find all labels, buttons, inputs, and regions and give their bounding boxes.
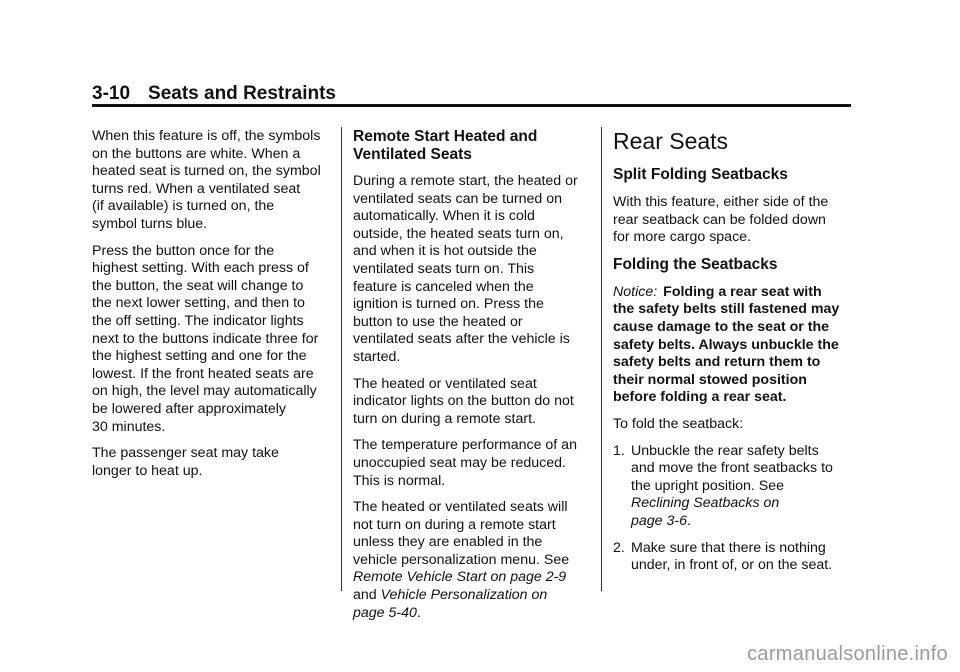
text-line: the next lower setting, and then to [92,295,305,312]
column-3 [613,128,853,584]
text-line: This is normal. [353,472,446,489]
text-line: Press the button once for the [92,242,275,259]
notice-line: the safety belts still fastened may [613,301,840,318]
split-folding-heading: Split Folding Seatbacks [613,166,788,183]
text-line: be lowered after approximately [92,400,286,417]
rear-seats-title: Rear Seats [613,128,729,154]
text-and: and [353,587,377,604]
text-line: turns red. When a ventilated seat [92,180,301,197]
list-item [613,540,853,575]
text-line: and move the front seatbacks to [631,460,833,477]
page-number: 3-10 [92,83,131,104]
notice-line: safety belts. Always unbuckle the [613,336,839,353]
text-line: the button, the seat will change to [92,277,304,294]
heading-line: Remote Start Heated and [353,128,538,145]
notice-line: before folding a rear seat. [613,389,787,406]
text-line: 30 minutes. [92,418,166,435]
text-line: not turn on during a remote start [353,516,556,533]
text-line: for more cargo space. [613,229,751,246]
remote-start-heading [353,128,589,164]
xref-reclining-seatbacks[interactable]: Reclining Seatbacks on [631,495,780,512]
xref-reclining-seatbacks-page[interactable]: page 3-6 [631,512,688,529]
paragraph-settings [92,243,330,437]
notice-label: Notice: [613,283,658,300]
text-line: The heated or ventilated seats will [353,499,568,516]
step-number: 2. [613,539,625,556]
section-title: Seats and Restraints [148,83,336,104]
text-period: . [687,512,691,529]
text-line: When this feature is off, the symbols [92,128,321,144]
list-item [613,443,853,531]
notice-line: safety belts and return them to [613,354,821,371]
text-line: rear seatback can be folded down [613,211,826,228]
text-line: outside, the heated seats turn on, [353,225,564,242]
text-line: ignition is turned on. Press the [353,296,544,313]
paragraph-temperature [353,437,589,490]
paragraph-split-folding [613,194,853,247]
text-line: indicator lights on the button do not [353,393,574,410]
text-period: . [416,604,421,621]
step-number: 1. [613,442,625,459]
text-line: longer to heat up. [92,462,203,479]
text-line: under, in front of, or on the seat. [631,557,833,574]
column-1 [92,128,330,489]
text-line: With this feature, either side of the [613,194,829,210]
text-line: the off setting. The indicator lights [92,312,304,329]
paragraph-symbols [92,128,330,234]
text-line: (if available) is turned on, the [92,198,275,215]
column-2 [353,128,589,631]
text-line: started. [353,348,401,365]
header-rule [92,104,851,107]
column-divider-2 [601,127,602,591]
text-line: unoccupied seat may be reduced. [353,454,566,471]
xref-vehicle-personalization[interactable]: Vehicle Personalization on [380,587,548,604]
folding-seatbacks-heading: Folding the Seatbacks [613,255,778,273]
text-line: automatically. When it is cold [353,208,535,225]
text-line: unless they are enabled in the [353,534,543,551]
text-line: vehicle personalization menu. See [353,551,570,568]
text-line: The passenger seat may take [92,445,279,462]
text-line: Make sure that there is nothing [631,539,826,556]
text-line: the upright position. See [631,477,785,494]
notice-line: cause damage to the seat or the [613,318,830,335]
page-header [92,83,336,105]
text-line: the highest setting and one for the [92,348,307,365]
text-line: ventilated seats can be turned on [353,190,563,207]
text-line: ventilated seats after the vehicle is [353,331,570,348]
text-line: Unbuckle the rear safety belts [631,442,819,459]
text-line: heated seat is turned on, the symbol [92,163,321,180]
text-line: During a remote start, the heated or [353,173,578,189]
notice-line: their normal stowed position [613,371,807,388]
text-line: ventilated seats turn on. This [353,260,535,277]
paragraph-personalization [353,499,589,622]
xref-remote-vehicle-start[interactable]: Remote Vehicle Start on page 2-9 [353,569,567,586]
text-line: symbol turns blue. [92,215,208,232]
watermark: carmanualsonline.info [747,643,948,665]
text-line: highest setting. With each press of [92,260,309,277]
text-line: lowest. If the front heated seats are [92,365,314,382]
text-line: on high, the level may automatically [92,383,317,400]
text-line: and when it is hot outside the [353,243,537,260]
notice-block [613,284,853,407]
text-line: The heated or ventilated seat [353,375,537,392]
xref-vehicle-personalization-page[interactable]: page 5-40 [353,604,417,621]
text-line: on the buttons are white. When a [92,145,301,162]
text-line: turn on during a remote start. [353,410,536,427]
text-line: The temperature performance of an [353,437,577,454]
notice-line: Folding a rear seat with [663,283,822,300]
fold-intro: To fold the seatback: [613,415,744,432]
text-line: next to the buttons indicate three for [92,330,319,347]
column-divider-1 [341,127,342,591]
paragraph-passenger [92,445,330,480]
text-line: feature is canceled when the [353,278,534,295]
text-line: button to use the heated or [353,313,523,330]
paragraph-indicator-lights [353,376,589,429]
paragraph-remote-start [353,173,589,367]
heading-line: Ventilated Seats [353,146,472,163]
